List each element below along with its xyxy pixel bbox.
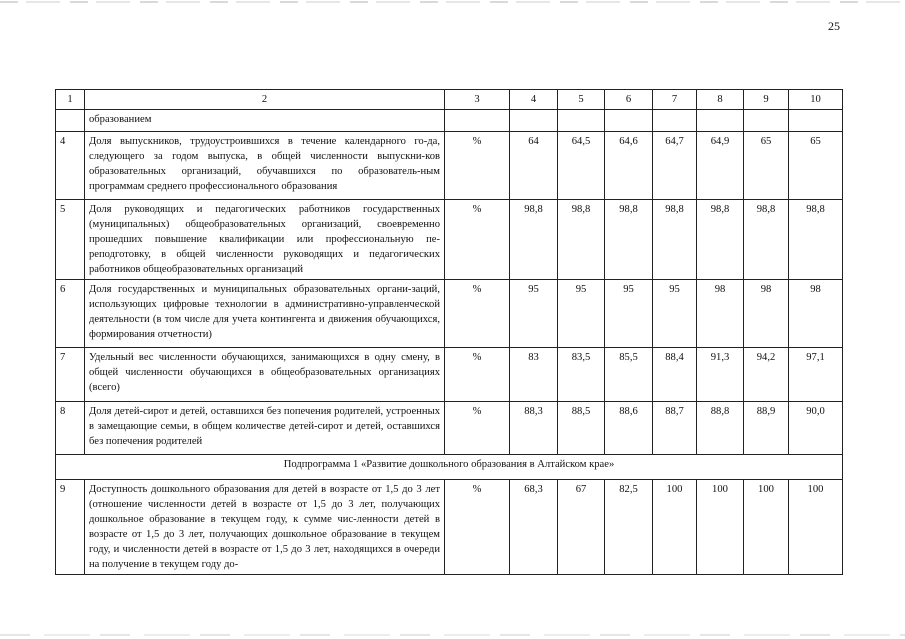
indicator-name: Доля руководящих и педагогических работников государственных (муниципальных) общеобразовательных организаций, своевременно прошедших повышение квалификации или профессиональную пе-реподготовку, в общей численности руководящих и педагогических работников общеобразовательных организаций [85, 200, 445, 280]
table-row [56, 348, 843, 402]
indicator-name: Доля государственных и муниципальных образовательных органи-заций, использующих цифровые технологии в административно-управленческой деятельности (в том числе для учета контингента и движения обучающихся, формирования отчетности) [85, 280, 445, 348]
value-cell [558, 110, 605, 132]
header-cell: 3 [445, 90, 510, 110]
value-cell: 98,8 [510, 200, 558, 280]
value-cell: 95 [558, 280, 605, 348]
value-cell: 98,8 [653, 200, 697, 280]
header-cell: 8 [697, 90, 744, 110]
row-number: 5 [56, 200, 85, 280]
table-row [56, 480, 843, 575]
value-cell: 65 [744, 132, 789, 200]
value-cell: 64,6 [605, 132, 653, 200]
indicator-name: Доля выпускников, трудоустроившихся в течение календарного го-да, следующего за годом выпуска, в общей численности выпускни-ков образовательных организаций, обучавшихся по образователь-ным программам среднего профессионального образования [85, 132, 445, 200]
unit-cell: % [445, 200, 510, 280]
value-cell: 98 [697, 280, 744, 348]
unit-cell [445, 110, 510, 132]
row-number: 6 [56, 280, 85, 348]
header-cell: 9 [744, 90, 789, 110]
header-cell: 4 [510, 90, 558, 110]
table-row [56, 132, 843, 200]
header-cell: 2 [85, 90, 445, 110]
table-row [56, 402, 843, 455]
value-cell: 100 [653, 480, 697, 575]
value-cell [605, 110, 653, 132]
row-number: 8 [56, 402, 85, 455]
value-cell [789, 110, 843, 132]
value-cell: 83,5 [558, 348, 605, 402]
value-cell: 64 [510, 132, 558, 200]
table-row [56, 110, 843, 132]
value-cell: 95 [653, 280, 697, 348]
indicator-name: Удельный вес численности обучающихся, занимающихся в одну смену, в общей численности обучающихся в общеобразовательных организациях (всего) [85, 348, 445, 402]
unit-cell: % [445, 132, 510, 200]
row-number: 7 [56, 348, 85, 402]
value-cell: 64,5 [558, 132, 605, 200]
value-cell: 94,2 [744, 348, 789, 402]
value-cell: 100 [744, 480, 789, 575]
value-cell: 68,3 [510, 480, 558, 575]
value-cell: 83 [510, 348, 558, 402]
value-cell: 88,4 [653, 348, 697, 402]
value-cell: 98,8 [697, 200, 744, 280]
subprogram-title: Подпрограмма 1 «Развитие дошкольного образования в Алтайском крае» [56, 455, 843, 480]
scan-edge-top [0, 1, 905, 3]
scan-edge-bottom [0, 634, 905, 636]
row-number: 9 [56, 480, 85, 575]
value-cell: 98 [744, 280, 789, 348]
row-number: 4 [56, 132, 85, 200]
indicator-name: Доступность дошкольного образования для детей в возрасте от 1,5 до 3 лет (отношение численности детей в возрасте от 1,5 до 3 лет, получающих дошкольное образование в текущем году, к сумме чис-ленности детей в возрасте от 1,5 до 3 лет, получающих дошкольное образование в текущем году, и численности детей в возрасте от 1,5 до 3 лет, находящихся в очереди на получение в текущем году до- [85, 480, 445, 575]
header-cell: 5 [558, 90, 605, 110]
unit-cell: % [445, 348, 510, 402]
value-cell: 98,8 [789, 200, 843, 280]
page-number: 25 [828, 19, 840, 33]
value-cell [653, 110, 697, 132]
value-cell: 88,6 [605, 402, 653, 455]
header-cell: 6 [605, 90, 653, 110]
value-cell [744, 110, 789, 132]
value-cell: 88,7 [653, 402, 697, 455]
subprogram-row [56, 455, 843, 480]
value-cell [697, 110, 744, 132]
value-cell: 65 [789, 132, 843, 200]
table-row [56, 200, 843, 280]
row-number [56, 110, 85, 132]
value-cell: 64,9 [697, 132, 744, 200]
header-cell: 10 [789, 90, 843, 110]
value-cell: 88,9 [744, 402, 789, 455]
value-cell: 88,8 [697, 402, 744, 455]
value-cell: 98 [789, 280, 843, 348]
unit-cell: % [445, 280, 510, 348]
value-cell: 90,0 [789, 402, 843, 455]
value-cell: 95 [605, 280, 653, 348]
table-header-row [56, 90, 843, 110]
value-cell: 88,5 [558, 402, 605, 455]
unit-cell: % [445, 402, 510, 455]
value-cell: 98,8 [605, 200, 653, 280]
table-row [56, 280, 843, 348]
header-cell: 7 [653, 90, 697, 110]
indicators-table [55, 89, 843, 575]
value-cell: 64,7 [653, 132, 697, 200]
value-cell: 100 [697, 480, 744, 575]
value-cell: 82,5 [605, 480, 653, 575]
value-cell: 98,8 [744, 200, 789, 280]
value-cell: 95 [510, 280, 558, 348]
value-cell: 88,3 [510, 402, 558, 455]
value-cell: 100 [789, 480, 843, 575]
value-cell: 97,1 [789, 348, 843, 402]
header-cell: 1 [56, 90, 85, 110]
value-cell: 67 [558, 480, 605, 575]
indicator-name: Доля детей-сирот и детей, оставшихся без попечения родителей, устроенных в замещающие семьи, в общем количестве детей-сирот и детей, оставшихся без попечения родителей [85, 402, 445, 455]
value-cell: 85,5 [605, 348, 653, 402]
value-cell [510, 110, 558, 132]
value-cell: 98,8 [558, 200, 605, 280]
unit-cell: % [445, 480, 510, 575]
value-cell: 91,3 [697, 348, 744, 402]
indicator-name: образованием [85, 110, 445, 132]
